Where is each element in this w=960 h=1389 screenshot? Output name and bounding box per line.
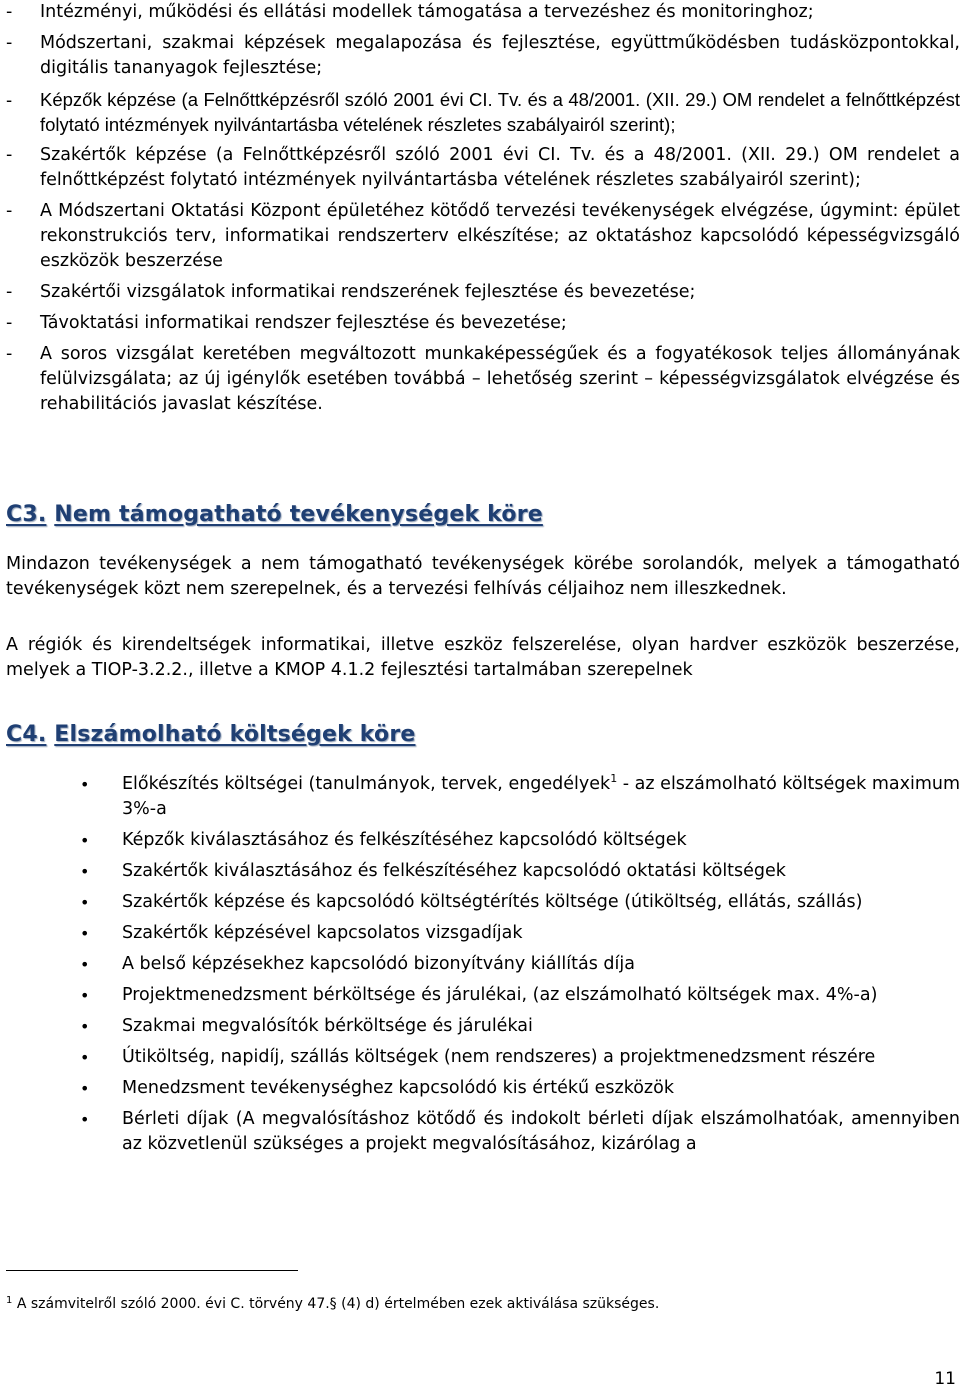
dash-marker: - — [6, 33, 13, 53]
bullet-marker: • — [80, 775, 90, 794]
list-item-text: A soros vizsgálat keretében megváltozott munkaképességűek és a fogyatékosok teljes állományának felülvizsgálata; az új igénylők esetében továbbá – lehetőség szerint – képességvizsgálatok elvégzése és rehabilitációs javaslat készítése. — [40, 344, 960, 414]
bullet-marker: • — [80, 893, 90, 912]
list-item — [6, 280, 960, 305]
list-item — [80, 952, 960, 977]
bullet-marker: • — [80, 955, 90, 974]
list-item-text: A Módszertani Oktatási Központ épületéhez kötődő tervezési tevékenységek elvégzése, úgymint: épület rekonstrukciós terv, informatikai rendszerterv elkészítése; az oktatáshoz kapcsolódó képességvizsgáló eszközök beszerzése — [40, 201, 960, 271]
list-item-text: Képzők képzése (a Felnőttképzésről szóló 2001 évi CI. Tv. és a 48/2001. (XII. 29.) OM rendelet a felnőttképzést folytató intézmények nyilvántartásba vételének részletes szabályairól szerint); — [40, 89, 960, 135]
bullet-marker: • — [80, 1017, 90, 1036]
section-heading-c3 — [6, 502, 543, 527]
dash-marker: - — [6, 282, 13, 302]
section-number: C4. — [6, 722, 47, 747]
list-item — [6, 31, 960, 81]
section-title: Nem támogatható tevékenységek köre — [54, 502, 543, 527]
list-item — [6, 143, 960, 193]
list-item — [80, 772, 960, 822]
bullet-marker: • — [80, 862, 90, 881]
list-item-text: A belső képzésekhez kapcsolódó bizonyítvány kiállítás díja — [122, 954, 635, 974]
bullet-list — [80, 772, 960, 1163]
list-item-text: Távoktatási informatikai rendszer fejlesztése és bevezetése; — [40, 313, 567, 333]
dash-marker: - — [6, 89, 13, 110]
list-item — [6, 342, 960, 417]
list-item-text: Intézményi, működési és ellátási modellek támogatása a tervezéshez és monitoringhoz; — [40, 2, 814, 22]
list-item-text: Projektmenedzsment bérköltsége és járulékai, (az elszámolható költségek max. 4%-a) — [122, 985, 878, 1005]
list-item — [80, 828, 960, 853]
list-item — [80, 890, 960, 915]
list-item-text: Bérleti díjak (A megvalósításhoz kötődő és indokolt bérleti díjak elszámolhatóak, amennyiben az közvetlenül szükséges a projekt megvalósításához, kizárólag a — [122, 1109, 960, 1154]
list-item-text: Szakértői vizsgálatok informatikai rendszerének fejlesztése és bevezetése; — [40, 282, 696, 302]
section-heading-c4 — [6, 722, 415, 747]
dash-marker: - — [6, 145, 13, 165]
list-item-text: Útiköltség, napidíj, szállás költségek (nem rendszeres) a projektmenedzsment részére — [122, 1047, 876, 1067]
list-item-text: Szakértők képzése és kapcsolódó költségtérítés költsége (útiköltség, ellátás, szállás) — [122, 892, 863, 912]
footnote-text: A számvitelről szóló 2000. évi C. törvény 47.§ (4) d) értelmében ezek aktiválása szükséges. — [12, 1296, 660, 1312]
page-number: 11 — [934, 1369, 956, 1389]
list-item — [80, 1107, 960, 1157]
list-item — [6, 199, 960, 274]
footnote-marker: 1 — [6, 1295, 13, 1306]
list-item — [80, 1014, 960, 1039]
list-item-text: Szakértők képzése (a Felnőttképzésről szóló 2001 évi CI. Tv. és a 48/2001. (XII. 29.) OM rendelet a felnőttképzést folytató intézmények nyilvántartásba vételének részletes szabályairól szerint); — [40, 145, 960, 190]
list-item-text-cont: - az elszámolható költségek maximum 3%-a — [122, 774, 960, 819]
bullet-marker: • — [80, 831, 90, 850]
list-item-text: Előkészítés költségei (tanulmányok, tervek, engedélyek — [122, 774, 611, 794]
list-item — [80, 1076, 960, 1101]
section-title: Elszámolható költségek köre — [54, 722, 416, 747]
paragraph: Mindazon tevékenységek a nem támogatható tevékenységek körébe sorolandók, melyek a támogatható tevékenységek közt nem szerepelnek, és a tervezési felhívás céljaihoz nem illeszkednek. — [6, 554, 960, 599]
list-item — [80, 983, 960, 1008]
bullet-marker: • — [80, 1048, 90, 1067]
list-item-text: Szakértők képzésével kapcsolatos vizsgadíjak — [122, 923, 523, 943]
dash-marker: - — [6, 201, 13, 221]
list-item-text: Módszertani, szakmai képzések megalapozása és fejlesztése, együttműködésben tudásközpontokkal, digitális tananyagok fejlesztése; — [40, 33, 960, 78]
list-item-text: Képzők kiválasztásához és felkészítéséhez kapcsolódó költségek — [122, 830, 687, 850]
bullet-marker: • — [80, 1079, 90, 1098]
paragraph: A régiók és kirendeltségek informatikai, illetve eszköz felszerelése, olyan hardver eszközök beszerzése, melyek a TIOP-3.2.2., illetve a KMOP 4.1.2 fejlesztési tartalmában szerepelnek — [6, 635, 960, 680]
list-item — [6, 311, 960, 336]
bullet-marker: • — [80, 986, 90, 1005]
dash-list — [6, 0, 960, 423]
footnote-separator — [6, 1270, 298, 1271]
bullet-marker: • — [80, 924, 90, 943]
list-item — [80, 921, 960, 946]
list-item — [80, 859, 960, 884]
section-number: C3. — [6, 502, 47, 527]
list-item-text: Szakértők kiválasztásához és felkészítéséhez kapcsolódó oktatási költségek — [122, 861, 786, 881]
bullet-marker: • — [80, 1110, 90, 1129]
dash-marker: - — [6, 313, 13, 333]
list-item-text: Menedzsment tevékenységhez kapcsolódó kis értékű eszközök — [122, 1078, 674, 1098]
list-item — [6, 0, 960, 25]
dash-marker: - — [6, 344, 13, 364]
list-item — [80, 1045, 960, 1070]
list-item — [6, 87, 960, 137]
footnote-reference: 1 — [610, 772, 618, 785]
dash-marker: - — [6, 2, 13, 22]
list-item-text: Szakmai megvalósítók bérköltsége és járulékai — [122, 1016, 533, 1036]
footnote — [6, 1295, 659, 1312]
